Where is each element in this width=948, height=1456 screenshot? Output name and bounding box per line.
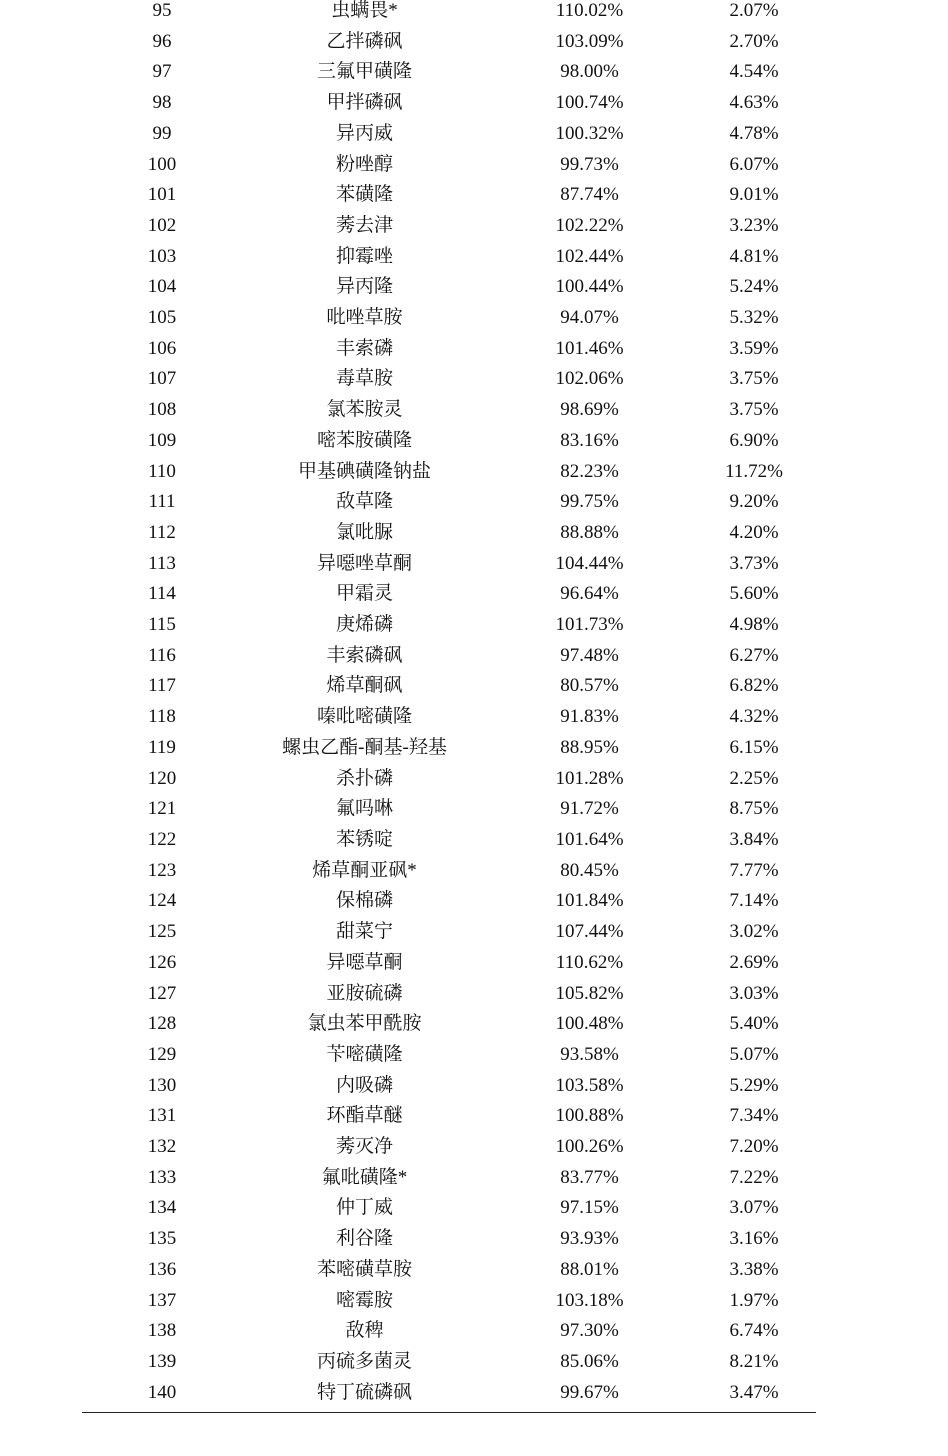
rsd-value: 6.74%	[729, 1320, 779, 1342]
row-number: 129	[147, 1043, 177, 1065]
compound-name: 敌稗	[345, 1320, 384, 1342]
compound-name: 保棉磷	[335, 890, 393, 912]
rsd-value: 5.07%	[729, 1043, 779, 1065]
row-number: 119	[148, 736, 176, 758]
row-number: 136	[147, 1258, 177, 1280]
row-number: 135	[147, 1228, 177, 1250]
rsd-value: 3.75%	[729, 399, 779, 421]
rsd-value: 3.16%	[729, 1228, 779, 1250]
recovery-rate: 101.46%	[555, 337, 624, 359]
recovery-rate: 100.74%	[555, 92, 624, 114]
row-number: 104	[147, 276, 177, 298]
row-number: 108	[147, 399, 177, 421]
table-row	[82, 0, 816, 27]
recovery-rate: 98.00%	[560, 61, 619, 83]
compound-name: 异噁唑草酮	[316, 552, 412, 574]
compound-name: 苄嘧磺隆	[326, 1043, 403, 1065]
table-row	[82, 1193, 816, 1224]
compound-name: 内吸磷	[335, 1074, 393, 1096]
compound-name: 利谷隆	[335, 1228, 393, 1250]
row-number: 126	[147, 951, 177, 973]
row-number: 128	[147, 1013, 177, 1035]
compound-name: 氟吡磺隆*	[321, 1166, 408, 1188]
recovery-rate: 101.84%	[555, 890, 624, 912]
table-row	[82, 1009, 816, 1040]
rsd-value: 4.20%	[729, 521, 779, 543]
recovery-rate: 100.88%	[555, 1105, 624, 1127]
rsd-value: 7.34%	[729, 1105, 779, 1127]
rsd-value: 5.60%	[729, 583, 779, 605]
recovery-rate: 85.06%	[560, 1350, 619, 1372]
recovery-rate: 80.57%	[560, 675, 619, 697]
row-number: 116	[148, 644, 176, 666]
rsd-value: 6.27%	[729, 644, 779, 666]
rsd-value: 3.07%	[729, 1197, 779, 1219]
recovery-rate: 103.18%	[555, 1289, 624, 1311]
table-row	[82, 334, 816, 365]
rsd-value: 2.25%	[729, 767, 779, 789]
table-row	[82, 518, 816, 549]
table-row	[82, 88, 816, 119]
table-row	[82, 856, 816, 887]
compound-name: 亚胺硫磷	[326, 982, 403, 1004]
table-row	[82, 303, 816, 334]
recovery-rate: 88.95%	[560, 736, 619, 758]
table-row	[82, 979, 816, 1010]
recovery-rate: 97.30%	[560, 1320, 619, 1342]
rsd-value: 3.84%	[729, 828, 779, 850]
table-row	[82, 395, 816, 426]
recovery-rate: 100.26%	[555, 1136, 624, 1158]
row-number: 106	[147, 337, 177, 359]
recovery-rate: 101.28%	[555, 767, 624, 789]
table-row	[82, 702, 816, 733]
compound-name: 嗪吡嘧磺隆	[316, 706, 412, 728]
table-body	[82, 0, 816, 1408]
recovery-rate: 96.64%	[560, 583, 619, 605]
rsd-value: 7.77%	[729, 859, 779, 881]
row-number: 96	[152, 30, 172, 52]
table-row	[82, 57, 816, 88]
rsd-value: 7.22%	[729, 1166, 779, 1188]
compound-name: 莠灭净	[335, 1136, 393, 1158]
table-row	[82, 487, 816, 518]
rsd-value: 3.75%	[729, 368, 779, 390]
recovery-rate: 91.72%	[560, 798, 619, 820]
rsd-value: 5.24%	[729, 276, 779, 298]
row-number: 105	[147, 307, 177, 329]
table-row	[82, 733, 816, 764]
rsd-value: 6.82%	[729, 675, 779, 697]
compound-name: 三氟甲磺隆	[316, 61, 412, 83]
recovery-rate: 100.44%	[555, 276, 624, 298]
compound-name: 烯草酮砜	[326, 675, 403, 697]
recovery-rate: 110.02%	[555, 0, 624, 21]
compound-name: 烯草酮亚砜*	[312, 859, 417, 881]
rsd-value: 4.81%	[729, 245, 779, 267]
row-number: 98	[152, 92, 172, 114]
recovery-rate: 93.58%	[560, 1043, 619, 1065]
recovery-rate: 100.48%	[555, 1013, 624, 1035]
compound-name: 螺虫乙酯-酮基-羟基	[282, 736, 447, 758]
compound-name: 丰索磷砜	[326, 644, 403, 666]
row-number: 109	[147, 429, 177, 451]
recovery-rate: 80.45%	[560, 859, 619, 881]
pesticide-recovery-table	[82, 0, 816, 1408]
row-number: 133	[147, 1166, 177, 1188]
compound-name: 苯锈啶	[335, 828, 393, 850]
rsd-value: 7.20%	[729, 1136, 779, 1158]
table-row	[82, 1071, 816, 1102]
rsd-value: 6.07%	[729, 153, 779, 175]
table-row	[82, 1040, 816, 1071]
table-row	[82, 242, 816, 273]
table-row	[82, 27, 816, 58]
compound-name: 丰索磷	[335, 337, 393, 359]
row-number: 127	[147, 982, 177, 1004]
row-number: 118	[148, 706, 176, 728]
recovery-rate: 91.83%	[560, 706, 619, 728]
table-row	[82, 671, 816, 702]
compound-name: 甲拌磷砜	[326, 92, 403, 114]
rsd-value: 3.73%	[729, 552, 779, 574]
compound-name: 粉唑醇	[335, 153, 393, 175]
rsd-value: 7.14%	[729, 890, 779, 912]
rsd-value: 2.70%	[729, 30, 779, 52]
row-number: 123	[147, 859, 177, 881]
rsd-value: 4.78%	[729, 122, 779, 144]
compound-name: 仲丁威	[335, 1197, 393, 1219]
row-number: 134	[147, 1197, 177, 1219]
compound-name: 特丁硫磷砜	[316, 1381, 412, 1403]
compound-name: 虫螨畏*	[331, 0, 398, 21]
compound-name: 丙硫多菌灵	[316, 1350, 412, 1372]
compound-name: 莠去津	[335, 214, 393, 236]
table-row	[82, 1347, 816, 1378]
rsd-value: 3.02%	[729, 921, 779, 943]
rsd-value: 3.59%	[729, 337, 779, 359]
compound-name: 甲基碘磺隆钠盐	[297, 460, 431, 482]
rsd-value: 1.97%	[729, 1289, 779, 1311]
row-number: 114	[148, 583, 176, 605]
table-row	[82, 1132, 816, 1163]
row-number: 138	[147, 1320, 177, 1342]
rsd-value: 6.15%	[729, 736, 779, 758]
rsd-value: 3.23%	[729, 214, 779, 236]
table-row	[82, 211, 816, 242]
table-row	[82, 1255, 816, 1286]
row-number: 120	[147, 767, 177, 789]
table-row	[82, 886, 816, 917]
row-number: 139	[147, 1350, 177, 1372]
recovery-rate: 83.77%	[560, 1166, 619, 1188]
rsd-value: 9.01%	[729, 184, 779, 206]
recovery-rate: 110.62%	[555, 951, 624, 973]
recovery-rate: 99.67%	[560, 1381, 619, 1403]
rsd-value: 3.38%	[729, 1258, 779, 1280]
row-number: 115	[148, 614, 176, 636]
compound-name: 嘧苯胺磺隆	[316, 429, 412, 451]
recovery-rate: 97.48%	[560, 644, 619, 666]
row-number: 121	[147, 798, 177, 820]
rsd-value: 9.20%	[729, 491, 779, 513]
row-number: 100	[147, 153, 177, 175]
compound-name: 氯苯胺灵	[326, 399, 403, 421]
compound-name: 甲霜灵	[335, 583, 393, 605]
compound-name: 敌草隆	[335, 491, 393, 513]
row-number: 140	[147, 1381, 177, 1403]
compound-name: 庚烯磷	[335, 614, 393, 636]
recovery-rate: 98.69%	[560, 399, 619, 421]
rsd-value: 2.69%	[729, 951, 779, 973]
compound-name: 氯虫苯甲酰胺	[307, 1013, 422, 1035]
compound-name: 氟吗啉	[335, 798, 393, 820]
row-number: 124	[147, 890, 177, 912]
compound-name: 乙拌磷砜	[326, 30, 403, 52]
table-row	[82, 1224, 816, 1255]
table-row	[82, 825, 816, 856]
table-row	[82, 610, 816, 641]
rsd-value: 6.90%	[729, 429, 779, 451]
rsd-value: 3.03%	[729, 982, 779, 1004]
recovery-rate: 99.73%	[560, 153, 619, 175]
row-number: 117	[148, 675, 176, 697]
row-number: 111	[148, 491, 176, 513]
table-row	[82, 272, 816, 303]
recovery-rate: 87.74%	[560, 184, 619, 206]
rsd-value: 11.72%	[725, 460, 783, 482]
compound-name: 苯磺隆	[335, 184, 393, 206]
row-number: 97	[152, 61, 172, 83]
row-number: 113	[148, 552, 176, 574]
table-row	[82, 1163, 816, 1194]
compound-name: 异噁草酮	[326, 951, 403, 973]
row-number: 131	[147, 1105, 177, 1127]
recovery-rate: 107.44%	[555, 921, 624, 943]
table-row	[82, 1378, 816, 1409]
recovery-rate: 101.64%	[555, 828, 624, 850]
table-row	[82, 180, 816, 211]
recovery-rate: 100.32%	[555, 122, 624, 144]
row-number: 102	[147, 214, 177, 236]
recovery-rate: 102.06%	[555, 368, 624, 390]
compound-name: 苯嘧磺草胺	[316, 1258, 412, 1280]
rsd-value: 8.21%	[729, 1350, 779, 1372]
recovery-rate: 102.44%	[555, 245, 624, 267]
rsd-value: 4.98%	[729, 614, 779, 636]
recovery-rate: 101.73%	[555, 614, 624, 636]
row-number: 112	[148, 521, 176, 543]
rsd-value: 8.75%	[729, 798, 779, 820]
row-number: 110	[148, 460, 176, 482]
compound-name: 杀扑磷	[335, 767, 393, 789]
table-bottom-rule	[82, 1412, 816, 1413]
row-number: 132	[147, 1136, 177, 1158]
recovery-rate: 97.15%	[560, 1197, 619, 1219]
rsd-value: 5.29%	[729, 1074, 779, 1096]
rsd-value: 4.32%	[729, 706, 779, 728]
table-row	[82, 457, 816, 488]
row-number: 103	[147, 245, 177, 267]
row-number: 137	[147, 1289, 177, 1311]
compound-name: 嘧霉胺	[335, 1289, 393, 1311]
table-row	[82, 1316, 816, 1347]
table-row	[82, 1101, 816, 1132]
row-number: 99	[152, 122, 172, 144]
compound-name: 氯吡脲	[335, 521, 393, 543]
compound-name: 吡唑草胺	[326, 307, 403, 329]
table-row	[82, 364, 816, 395]
table-row	[82, 1286, 816, 1317]
table-row	[82, 764, 816, 795]
recovery-rate: 99.75%	[560, 491, 619, 513]
recovery-rate: 102.22%	[555, 214, 624, 236]
recovery-rate: 104.44%	[555, 552, 624, 574]
recovery-rate: 94.07%	[560, 307, 619, 329]
table-row	[82, 119, 816, 150]
rsd-value: 4.63%	[729, 92, 779, 114]
table-row	[82, 150, 816, 181]
rsd-value: 5.32%	[729, 307, 779, 329]
recovery-rate: 93.93%	[560, 1228, 619, 1250]
recovery-rate: 105.82%	[555, 982, 624, 1004]
row-number: 107	[147, 368, 177, 390]
table-row	[82, 426, 816, 457]
row-number: 101	[147, 184, 177, 206]
recovery-rate: 88.88%	[560, 521, 619, 543]
compound-name: 环酯草醚	[326, 1105, 403, 1127]
table-row	[82, 579, 816, 610]
compound-name: 异丙隆	[335, 276, 393, 298]
rsd-value: 4.54%	[729, 61, 779, 83]
rsd-value: 5.40%	[729, 1013, 779, 1035]
compound-name: 甜菜宁	[335, 921, 393, 943]
recovery-rate: 103.58%	[555, 1074, 624, 1096]
compound-name: 抑霉唑	[335, 245, 393, 267]
table-row	[82, 794, 816, 825]
row-number: 130	[147, 1074, 177, 1096]
table-row	[82, 948, 816, 979]
compound-name: 毒草胺	[335, 368, 393, 390]
rsd-value: 3.47%	[729, 1381, 779, 1403]
recovery-rate: 83.16%	[560, 429, 619, 451]
table-row	[82, 549, 816, 580]
table-row	[82, 641, 816, 672]
recovery-rate: 82.23%	[560, 460, 619, 482]
row-number: 122	[147, 828, 177, 850]
row-number: 95	[152, 0, 172, 21]
row-number: 125	[147, 921, 177, 943]
table-row	[82, 917, 816, 948]
rsd-value: 2.07%	[729, 0, 779, 21]
compound-name: 异丙威	[335, 122, 393, 144]
recovery-rate: 88.01%	[560, 1258, 619, 1280]
recovery-rate: 103.09%	[555, 30, 624, 52]
